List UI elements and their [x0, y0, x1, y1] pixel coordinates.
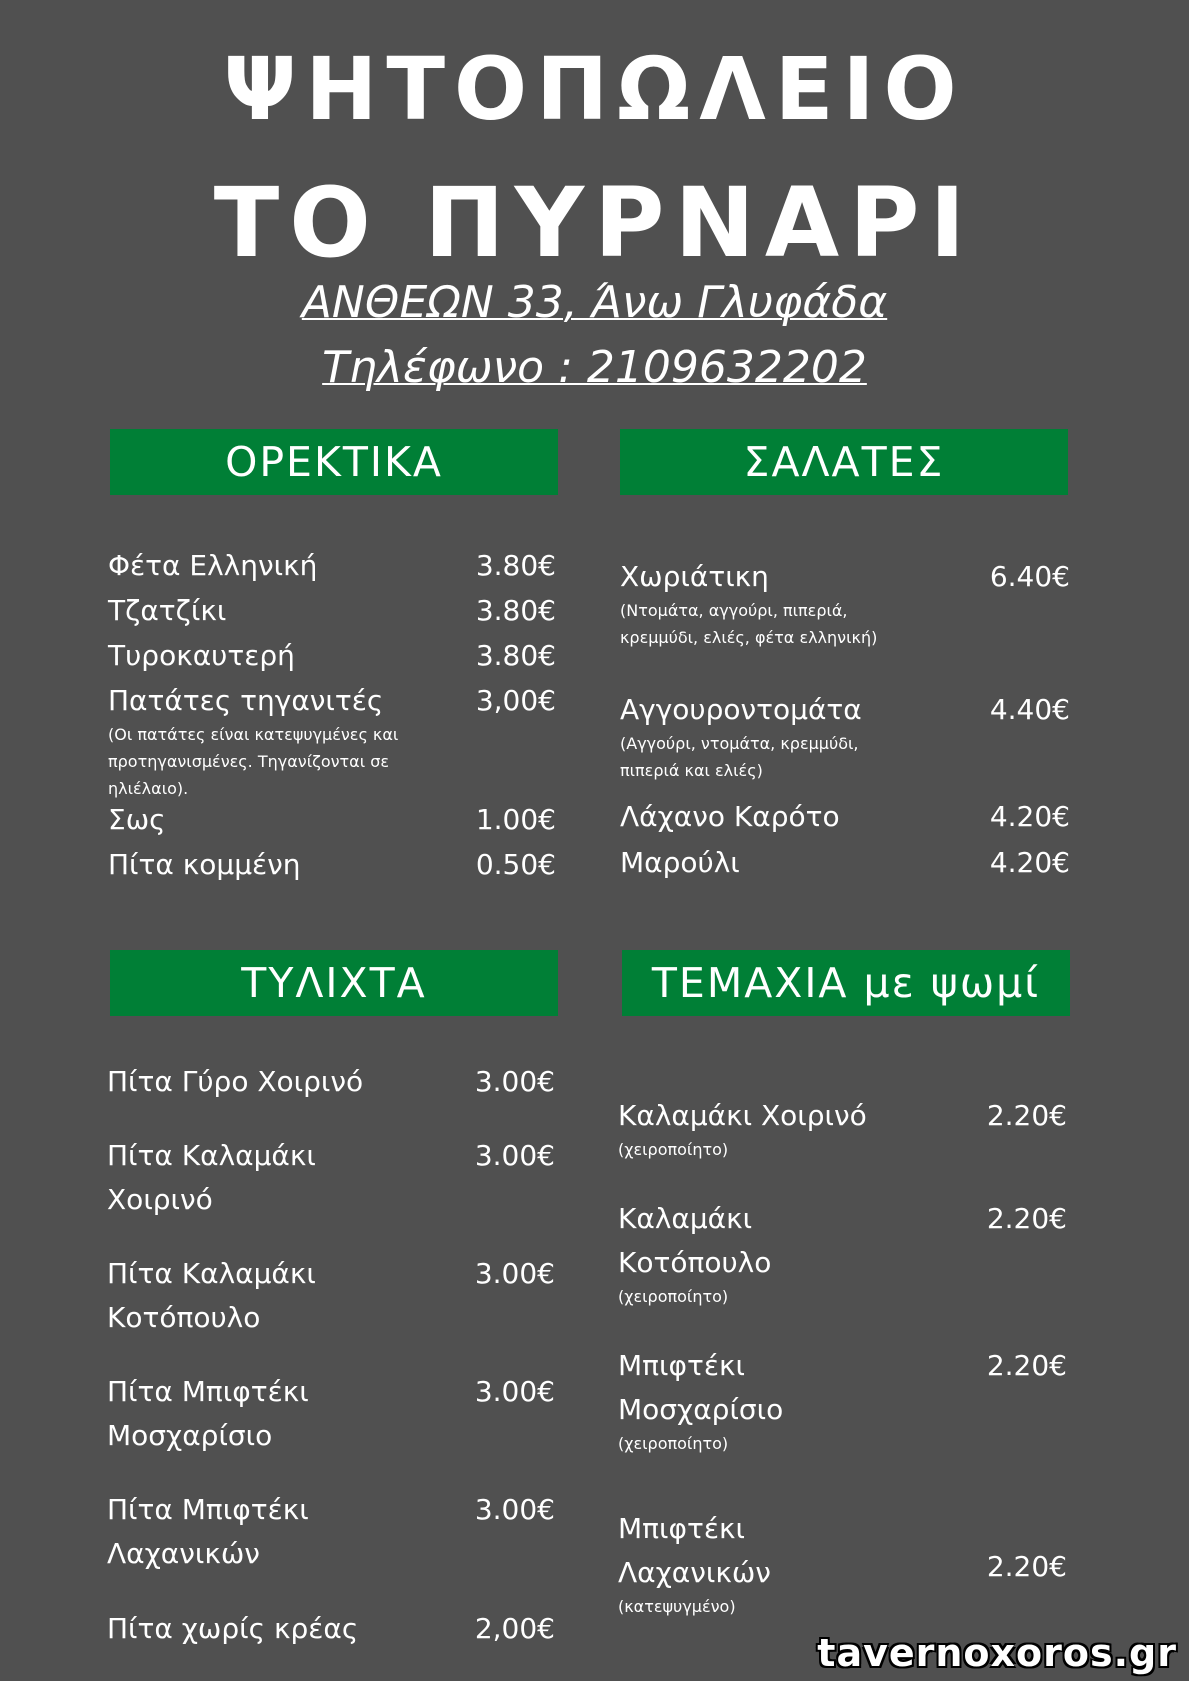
section-header-temaxia: ΤΕΜΑΧΙΑ με ψωμί — [622, 950, 1070, 1016]
menu-item — [108, 589, 558, 633]
restaurant-name-title: ΤΟ ΠΥΡΝΑΡΙ — [213, 167, 976, 279]
menu-item — [107, 1607, 557, 1651]
menu-item — [107, 1370, 557, 1458]
menu-item-name: Χωριάτικη — [620, 560, 769, 593]
restaurant-type-title: ΨΗΤΟΠΩΛΕΙΟ — [223, 40, 966, 140]
menu-item — [108, 634, 558, 678]
menu-item-name: Πατάτες τηγανιτές — [108, 684, 384, 717]
menu-item-note: (κατεψυγμένο) — [618, 1597, 736, 1616]
menu-item — [108, 798, 558, 842]
menu-item — [618, 1507, 1068, 1627]
menu-item-name: Μπιφτέκι Μοσχαρίσιο — [618, 1349, 784, 1426]
menu-item — [620, 688, 1070, 788]
menu-item-price: 3.80€ — [475, 549, 556, 582]
menu-item-name: Φέτα Ελληνική — [108, 549, 318, 582]
section-header-tylixta: ΤΥΛΙΧΤΑ — [110, 950, 558, 1016]
menu-item-price: 4.20€ — [989, 846, 1070, 879]
website-watermark: tavernoxoros.gr — [817, 1631, 1177, 1675]
menu-item-price: 4.40€ — [989, 693, 1070, 726]
menu-item — [107, 1134, 557, 1222]
menu-item-price: 1.00€ — [475, 803, 556, 836]
menu-item-note: (χειροποίητο) — [618, 1434, 729, 1453]
menu-item — [108, 679, 558, 799]
menu-item-price: 2,00€ — [474, 1612, 555, 1645]
menu-item-price: 3.00€ — [474, 1493, 555, 1526]
menu-item-note: (Αγγούρι, ντομάτα, κρεμμύδι, πιπεριά και ελιές) — [620, 734, 859, 780]
menu-item — [108, 843, 558, 887]
menu-item-name: Πίτα Μπιφτέκι Μοσχαρίσιο — [107, 1375, 309, 1452]
menu-item-name: Πίτα Καλαμάκι Χοιρινό — [107, 1139, 316, 1216]
menu-item — [618, 1344, 1068, 1464]
menu-item-price: 3.00€ — [474, 1375, 555, 1408]
menu-item — [618, 1197, 1068, 1317]
menu-item-name: Τζατζίκι — [108, 594, 227, 627]
menu-item-price: 3.80€ — [475, 639, 556, 672]
menu-item-name: Λάχανο Καρότο — [620, 800, 840, 833]
menu-item — [107, 1488, 557, 1576]
menu-item-price: 2.20€ — [986, 1202, 1067, 1235]
menu-item-price: 3.00€ — [474, 1065, 555, 1098]
menu-item — [620, 795, 1070, 839]
phone-text: Τηλέφωνο : 2109632202 — [322, 342, 867, 393]
menu-item-note: (Οι πατάτες είναι κατεψυγμένες και προτηγανισμένες. Τηγανίζονται σε ηλιέλαιο). — [108, 725, 399, 798]
menu-item — [108, 544, 558, 588]
menu-item-name: Πίτα Καλαμάκι Κοτόπουλο — [107, 1257, 316, 1334]
menu-item-price: 3.00€ — [474, 1139, 555, 1172]
menu-item-price: 0.50€ — [475, 848, 556, 881]
menu-item-name: Μαρούλι — [620, 846, 740, 879]
menu-item-note: (Ντομάτα, αγγούρι, πιπεριά, κρεμμύδι, ελιές, φέτα ελληνική) — [620, 601, 878, 647]
menu-item-price: 3,00€ — [475, 684, 556, 717]
menu-item — [107, 1252, 557, 1340]
menu-item-price: 2.20€ — [986, 1550, 1067, 1583]
menu-item-name: Πίτα Μπιφτέκι Λαχανικών — [107, 1493, 309, 1570]
menu-item-price: 2.20€ — [986, 1349, 1067, 1382]
menu-item — [620, 555, 1070, 655]
menu-item-price: 2.20€ — [986, 1099, 1067, 1132]
menu-item-name: Καλαμάκι Χοιρινό — [618, 1099, 867, 1132]
menu-item-name: Αγγουροντομάτα — [620, 693, 862, 726]
menu-item-note: (χειροποίητο) — [618, 1140, 729, 1159]
menu-item-name: Σως — [108, 803, 166, 836]
menu-item-note: (χειροποίητο) — [618, 1287, 729, 1306]
menu-item-price: 3.00€ — [474, 1257, 555, 1290]
menu-item — [620, 841, 1070, 885]
menu-item-price: 6.40€ — [989, 560, 1070, 593]
section-header-salates: ΣΑΛΑΤΕΣ — [620, 429, 1068, 495]
menu-item-name: Μπιφτέκι Λαχανικών — [618, 1512, 771, 1589]
menu-item — [107, 1060, 557, 1104]
section-header-orektika: ΟΡΕΚΤΙΚΑ — [110, 429, 558, 495]
menu-item-price: 4.20€ — [989, 800, 1070, 833]
menu-item-price: 3.80€ — [475, 594, 556, 627]
address-text: ΑΝΘΕΩΝ 33, Άνω Γλυφάδα — [301, 277, 888, 328]
menu-item-name: Πίτα κομμένη — [108, 848, 301, 881]
menu-item-name: Πίτα χωρίς κρέας — [107, 1612, 359, 1645]
menu-item-name: Πίτα Γύρο Χοιρινό — [107, 1065, 364, 1098]
menu-item-name: Καλαμάκι Κοτόπουλο — [618, 1202, 772, 1279]
menu-item — [618, 1094, 1068, 1174]
menu-item-name: Τυροκαυτερή — [108, 639, 295, 672]
